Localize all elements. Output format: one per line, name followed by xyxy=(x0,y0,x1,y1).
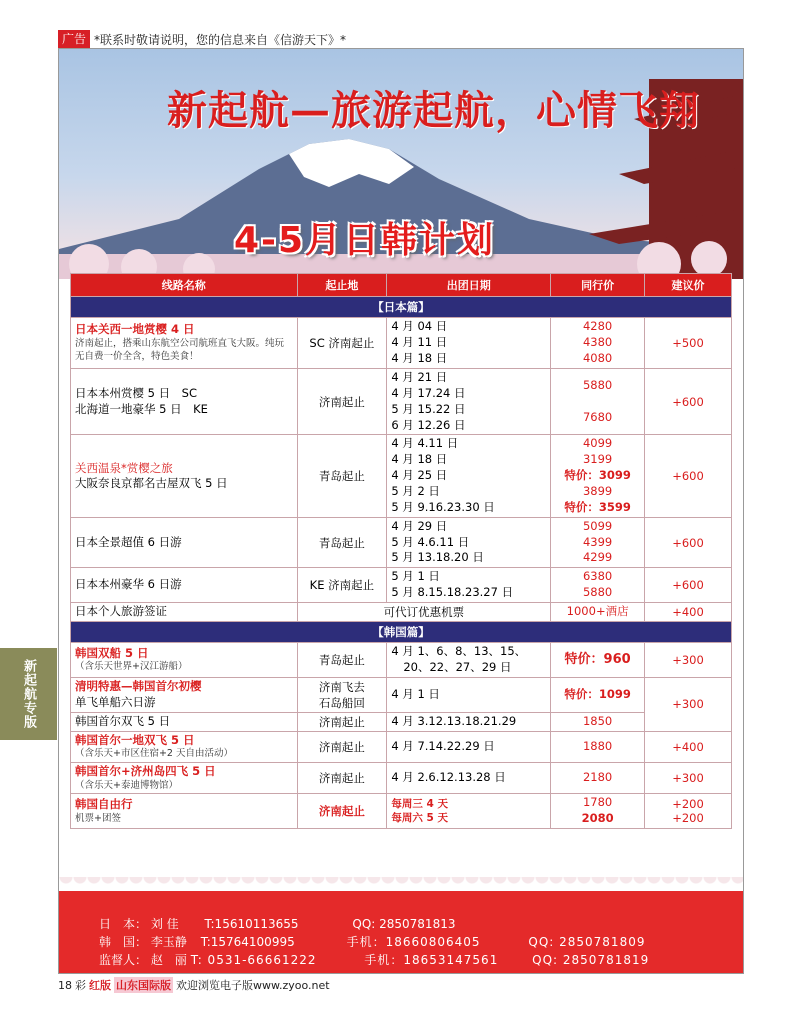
route-title: 韩国自由行 xyxy=(75,797,133,812)
contact-tel: T:15764100995 xyxy=(200,935,295,949)
table-row xyxy=(71,677,732,712)
date: 4 月 7.14.22.29 日 xyxy=(387,731,551,762)
header-trade-price: 同行价 xyxy=(551,274,645,297)
date: 20、22、27、29 日 xyxy=(403,659,512,674)
price: 1880 xyxy=(551,731,645,762)
route-from: SC 济南起止 xyxy=(297,318,387,369)
route-title: 韩国首尔一地双飞 5 日 xyxy=(75,732,195,747)
price: 1850 xyxy=(551,712,645,731)
top-notice-bar xyxy=(58,30,742,48)
price: 4399 xyxy=(582,534,613,549)
date: 5 月 15.22 日 xyxy=(391,401,466,416)
footer-edition: 山东国际版 xyxy=(116,979,171,992)
header-dates: 出团日期 xyxy=(387,274,551,297)
contact-mobile: 手机：18653147561 xyxy=(364,953,499,967)
price: 4099 xyxy=(582,436,613,451)
date: 5 月 9.16.23.30 日 xyxy=(391,499,495,514)
price: 1780 xyxy=(582,795,613,810)
route-sub: （含乐天+泰迪博物馆） xyxy=(75,779,178,791)
contact-qq: QQ: 2850781819 xyxy=(532,953,650,967)
contact-tel: T:15610113655 xyxy=(204,917,299,931)
scallop-divider xyxy=(59,877,743,891)
contact-row xyxy=(99,915,455,931)
date: 4 月 04 日 xyxy=(391,319,448,334)
header-from: 起止地 xyxy=(297,274,387,297)
price: 特价：3099 xyxy=(564,468,631,483)
price: 2080 xyxy=(581,811,614,826)
table-row xyxy=(71,643,732,678)
route-title: 清明特惠—韩国首尔初樱 xyxy=(75,679,202,694)
header-route: 线路名称 xyxy=(71,274,298,297)
price: 特价：3599 xyxy=(564,499,631,514)
hero-banner xyxy=(59,49,743,279)
route-title: 日本关西一地赏樱 4 日 xyxy=(75,322,195,337)
suggested-price: +300 xyxy=(645,643,732,678)
headline: 新起航—旅游起航，心情飞翔 xyxy=(167,87,700,134)
footer-url[interactable]: 欢迎浏览电子版www.zyoo.net xyxy=(176,979,330,992)
contact-panel xyxy=(59,891,743,973)
date: 4 月 4.11 日 xyxy=(391,436,459,451)
table-row xyxy=(71,763,732,794)
suggested-price: +600 xyxy=(645,517,732,568)
page-footer xyxy=(58,977,330,993)
route-from: 石岛船回 xyxy=(318,695,365,710)
footer-label: 红版 xyxy=(89,979,111,992)
date: 每周六 5 天 xyxy=(391,812,448,825)
table-row xyxy=(71,517,732,568)
date: 4 月 17.24 日 xyxy=(391,385,466,400)
suggested-price: +600 xyxy=(645,568,732,603)
date: 4 月 21 日 xyxy=(391,370,448,384)
suggested-price: +500 xyxy=(645,318,732,369)
table-row xyxy=(71,794,732,829)
table-row xyxy=(71,731,732,762)
table-row xyxy=(71,603,732,622)
route-line: 北海道一地豪华 5 日 KE xyxy=(75,401,208,416)
section-korea: 【韩国篇】 xyxy=(71,622,732,643)
route-sub: 大阪奈良京都名古屋双飞 5 日 xyxy=(75,476,228,491)
table-row xyxy=(71,369,732,435)
contact-row xyxy=(99,933,645,949)
route-from: 济南起止 xyxy=(297,369,387,435)
date: 4 月 1 日 xyxy=(387,677,551,712)
contact-qq: QQ: 2850781809 xyxy=(528,935,646,949)
table-row xyxy=(71,568,732,603)
date: 5 月 4.6.11 日 xyxy=(391,534,470,549)
date: 5 月 1 日 xyxy=(391,569,440,584)
table-row xyxy=(71,318,732,369)
price: 2180 xyxy=(551,763,645,794)
route-from: 济南飞去 xyxy=(318,679,365,694)
route-title: 韩国双船 5 日 xyxy=(75,645,149,660)
date: 4 月 29 日 xyxy=(391,518,448,533)
price: 4280 xyxy=(582,319,613,334)
date: 4 月 2.6.12.13.28 日 xyxy=(387,763,551,794)
route-from: 青岛起止 xyxy=(297,643,387,678)
page-number: 18 xyxy=(58,978,72,992)
date: 5 月 2 日 xyxy=(391,484,440,499)
route-from: 济南起止 xyxy=(297,794,387,829)
side-tab: 新起航专版 xyxy=(0,648,57,740)
price: 5880 xyxy=(582,377,613,392)
suggested-price: +300 xyxy=(645,677,732,731)
suggested-price: +400 xyxy=(645,603,732,622)
contact-region: 韩 国： xyxy=(99,935,148,949)
ad-notice: *联系时敬请说明，您的信息来自《信游天下》* xyxy=(94,32,347,47)
route-from: KE 济南起止 xyxy=(297,568,387,603)
contact-region: 日 本： xyxy=(99,917,148,931)
price: 3199 xyxy=(582,452,613,467)
price: 7680 xyxy=(582,409,613,424)
price: 4299 xyxy=(582,550,613,565)
suggested-price: +200 xyxy=(672,797,704,812)
price: 5099 xyxy=(582,518,613,533)
route-sub: （含乐天世界+汉江游船） xyxy=(75,661,188,673)
table-row xyxy=(71,712,732,731)
price: 5880 xyxy=(582,585,613,600)
contact-region: 监督人： xyxy=(99,953,148,967)
date: 5 月 13.18.20 日 xyxy=(391,550,484,565)
route-line: 日本本州赏樱 5 日 SC xyxy=(75,386,197,401)
header-suggested-price: 建议价 xyxy=(645,274,732,297)
route-from: 青岛起止 xyxy=(297,435,387,517)
route-title: 韩国首尔+济州岛四飞 5 日 xyxy=(75,764,216,779)
suggested-price: +400 xyxy=(645,731,732,762)
contact-tel: T: 0531-66661222 xyxy=(190,953,317,967)
plan-title: 4-5月日韩计划 xyxy=(234,220,496,261)
price: 4080 xyxy=(582,350,613,365)
route-sub: 单飞单船六日游 xyxy=(75,694,156,709)
route-from: 济南起止 xyxy=(297,731,387,762)
date: 6 月 12.26 日 xyxy=(391,417,466,432)
price: 6380 xyxy=(582,569,613,584)
route-title: 日本全景超值 6 日游 xyxy=(71,517,298,568)
price: 特价：1099 xyxy=(551,677,645,712)
route-from: 青岛起止 xyxy=(297,517,387,568)
date: 5 月 8.15.18.23.27 日 xyxy=(391,585,514,600)
suggested-price: +300 xyxy=(645,763,732,794)
date: 每周三 4 天 xyxy=(391,797,448,810)
route-sub: 机票+团签 xyxy=(75,812,121,824)
date: 4 月 1、6、8、13、15、 xyxy=(391,644,527,659)
date: 4 月 3.12.13.18.21.29 xyxy=(387,712,551,731)
table-row xyxy=(71,435,732,517)
route-from: 济南起止 xyxy=(297,712,387,731)
contact-qq: QQ: 2850781813 xyxy=(352,917,456,931)
route-title: 日本本州豪华 6 日游 xyxy=(71,568,298,603)
contact-mobile: 手机：18660806405 xyxy=(346,935,481,949)
route-note: 可代订优惠机票 xyxy=(297,603,551,622)
date: 4 月 18 日 xyxy=(391,452,448,467)
footer-label: 彩 xyxy=(75,979,86,992)
price: 特价：960 xyxy=(551,643,645,678)
date: 4 月 18 日 xyxy=(391,350,448,365)
route-title: 韩国首尔双飞 5 日 xyxy=(71,712,298,731)
tour-price-table xyxy=(70,273,732,829)
suggested-price: +600 xyxy=(645,369,732,435)
contact-name: 刘 佳 xyxy=(150,917,179,931)
section-japan: 【日本篇】 xyxy=(71,297,732,318)
contact-name: 赵 丽 xyxy=(150,953,187,967)
route-sub: （含乐天+市区住宿+2 天自由活动） xyxy=(75,748,233,760)
suggested-price: +200 xyxy=(672,811,704,826)
price: 1000+酒店 xyxy=(551,603,645,622)
route-title: 日本个人旅游签证 xyxy=(71,603,298,622)
route-from: 济南起止 xyxy=(297,763,387,794)
table-header-row xyxy=(71,274,732,297)
price: 4380 xyxy=(582,335,613,350)
date: 4 月 11 日 xyxy=(391,335,448,350)
ad-label: 广告 xyxy=(58,30,90,48)
date: 4 月 25 日 xyxy=(391,468,448,483)
suggested-price: +600 xyxy=(645,435,732,517)
route-title: 关西温泉*赏樱之旅 xyxy=(75,460,173,475)
contact-name: 李玉静 xyxy=(150,935,187,949)
contact-row xyxy=(99,951,649,967)
route-desc: 济南起止，搭乘山东航空公司航班直飞大阪。纯玩无自费一价全含，特色美食！ xyxy=(75,337,285,362)
price: 3899 xyxy=(582,484,613,499)
